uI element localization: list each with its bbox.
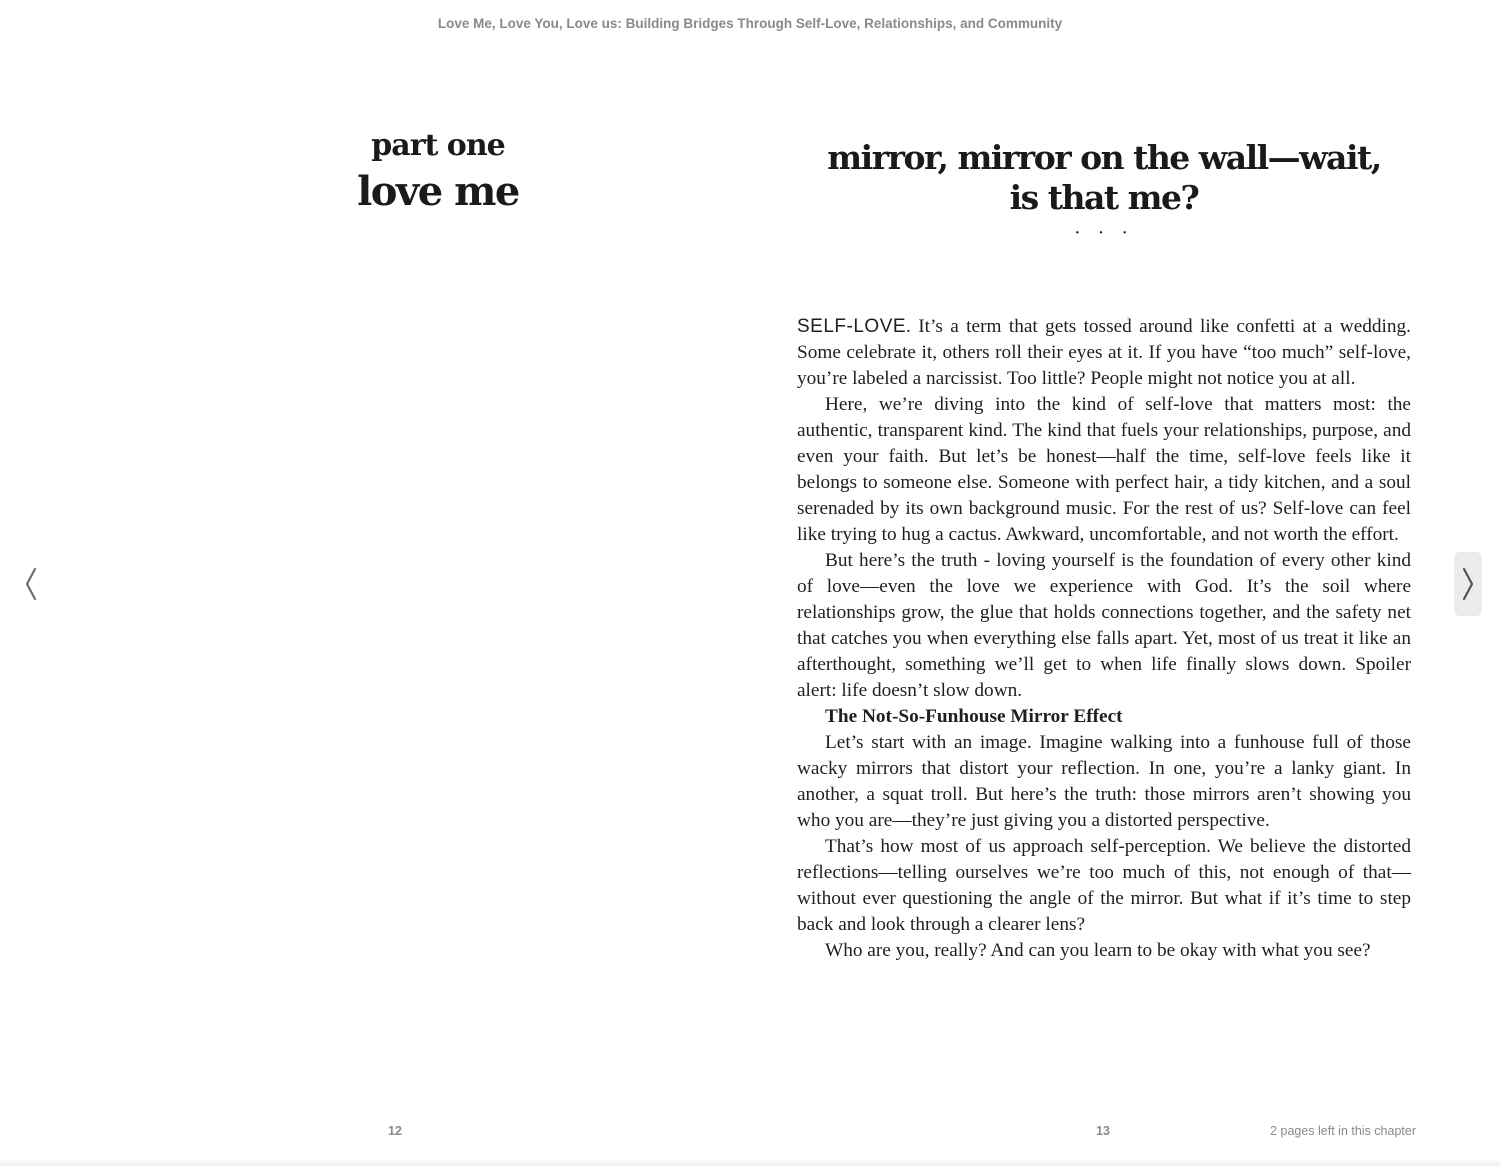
paragraph-3: But here’s the truth - loving yourself is the foundation of every other kind of love—even the love we experience with God. It’s the soil where relationships grow, the glue that holds connections together, and the safety net that catches you when everything else falls apart. Yet, most of us treat it like an afterthought, something we’ll get to when life finally slows down. Spoiler alert: life doesn’t slow down. [797,550,1411,701]
bottom-edge-shadow [0,1158,1500,1166]
left-page-number: 12 [388,1124,402,1138]
paragraph-4: Let’s start with an image. Imagine walking into a funhouse full of those wacky mirrors that distort your reflection. In one, you’re a lanky giant. In another, a squat troll. But here’s the truth: those mirrors aren’t showing you who you are—they’re just giving you a distorted perspective. [797,732,1411,831]
previous-page-button[interactable] [16,552,46,616]
chevron-right-icon [1460,567,1476,601]
paragraph-2: Here, we’re diving into the kind of self-love that matters most: the authentic, transparent kind. The kind that fuels your relationships, purpose, and even your faith. But let’s be honest—half the time, self-love feels like it belongs to someone else. Someone with perfect hair, a tidy kitchen, and a soul serenaded by its own background music. For the rest of us? Self-love can feel like trying to hug a cactus. Awkward, uncomfortable, and not worth the effort. [797,394,1411,545]
paragraph-1-text: . It’s a term that gets tossed around like confetti at a wedding. Some celebrate it, others roll their eyes at it. If you have “too much” self-love, you’re labeled a narcissist. Too little? People might not notice you at all. [797,316,1411,389]
right-page-number: 13 [1096,1124,1110,1138]
paragraph-6: Who are you, really? And can you learn to be okay with what you see? [825,940,1371,961]
chapter-body [797,314,1411,964]
left-page [140,0,736,1166]
chapter-title [797,138,1411,218]
section-subheading: The Not-So-Funhouse Mirror Effect [825,706,1123,727]
chevron-left-icon [23,567,39,601]
pages-left-indicator: 2 pages left in this chapter [1270,1124,1416,1138]
chapter-title-line-1: mirror, mirror on the wall—wait, [827,138,1381,177]
book-title: Love Me, Love You, Love us: Building Bridges Through Self-Love, Relationships, and Community [437,16,1063,31]
right-page [797,0,1411,1166]
paragraph-5: That’s how most of us approach self-perception. We believe the distorted reflections—telling ourselves we’re too much of this, not enough of that—without ever questioning the angle of the mirror. But what if it’s time to step back and look through a clearer lens? [797,836,1411,935]
section-ornament: · · · [1074,222,1134,244]
next-page-button[interactable] [1454,552,1482,616]
paragraph-1 [797,314,1411,392]
chapter-title-line-2: is that me? [1009,178,1199,217]
part-title: love me [357,168,519,215]
part-label: part one [371,128,505,163]
lead-in-text: SELF-LOVE [797,316,907,337]
